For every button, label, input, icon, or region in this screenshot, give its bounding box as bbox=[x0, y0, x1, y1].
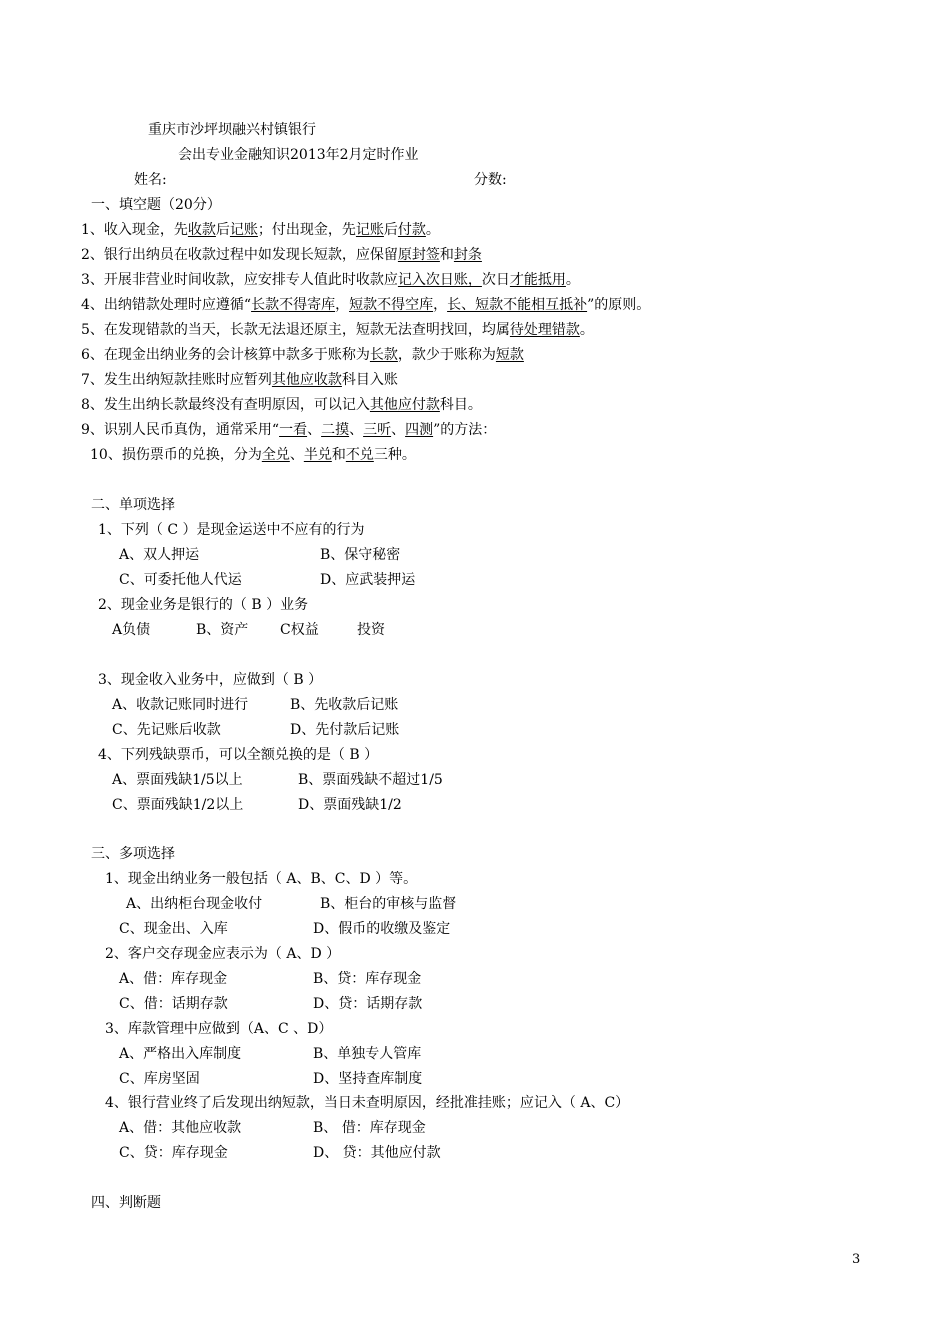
option-d: D、应武装押运 bbox=[320, 572, 416, 588]
section-1-heading: 一、填空题（20分） bbox=[91, 197, 221, 213]
single-question-1: 1、下列（ C ）是现金运送中不应有的行为 bbox=[98, 522, 365, 538]
fill-question-5: 5、在发现错款的当天，长款无法退还原主，短款无法查明找回，均属待处理错款。 bbox=[81, 322, 594, 338]
section-4-heading: 四、判断题 bbox=[91, 1195, 161, 1211]
multi-question-2: 2、客户交存现金应表示为（ A、D ） bbox=[105, 946, 341, 962]
fill-question-7: 7、发生出纳短款挂账时应暂列其他应收款科目入账 bbox=[81, 372, 398, 388]
option-a: A、双人押运 bbox=[119, 547, 200, 563]
section-2-heading: 二、单项选择 bbox=[91, 497, 175, 513]
option-a: A、借：其他应收款 bbox=[119, 1120, 242, 1136]
option-a: A、借：库存现金 bbox=[119, 971, 228, 987]
fill-question-10: 10、损伤票币的兑换，分为全兑、半兑和不兑三种。 bbox=[90, 447, 416, 463]
single-question-2: 2、现金业务是银行的（ B ）业务 bbox=[98, 597, 309, 613]
option-a: A、出纳柜台现金收付 bbox=[126, 896, 263, 912]
option-c: C权益 bbox=[280, 622, 319, 638]
option-d: D、坚持查库制度 bbox=[313, 1071, 423, 1087]
option-d: D、票面残缺1/2 bbox=[298, 797, 402, 813]
option-c: C、票面残缺1/2以上 bbox=[112, 797, 244, 813]
fill-question-8: 8、发生出纳长款最终没有查明原因，可以记入其他应付款科目。 bbox=[81, 397, 482, 413]
option-b: B、资产 bbox=[196, 622, 249, 638]
option-c: C、库房坚固 bbox=[119, 1071, 200, 1087]
option-a: A、严格出入库制度 bbox=[119, 1046, 242, 1062]
option-d: D、贷：话期存款 bbox=[313, 996, 423, 1012]
option-d: D、先付款后记账 bbox=[290, 722, 400, 738]
option-b: B、保守秘密 bbox=[320, 547, 401, 563]
multi-question-3: 3、库款管理中应做到（A、C 、D） bbox=[105, 1021, 333, 1037]
option-b: B、贷：库存现金 bbox=[313, 971, 422, 987]
fill-question-9: 9、识别人民币真伪，通常采用“一看、二摸、三听、四测”的方法： bbox=[81, 422, 497, 438]
option-c: C、先记账后收款 bbox=[112, 722, 221, 738]
option-d: D、假币的收缴及鉴定 bbox=[313, 921, 451, 937]
assignment-title: 会出专业金融知识2013年2月定时作业 bbox=[178, 147, 419, 163]
section-3-heading: 三、多项选择 bbox=[91, 846, 175, 862]
option-a: A负债 bbox=[112, 622, 151, 638]
fill-question-4: 4、出纳错款处理时应遵循“长款不得寄库，短款不得空库，长、短款不能相互抵补”的原则。 bbox=[81, 297, 651, 313]
fill-question-3: 3、开展非营业时间收款，应安排专人值此时收款应记入次日账，次日才能抵用。 bbox=[81, 272, 580, 288]
bank-name: 重庆市沙坪坝融兴村镇银行 bbox=[148, 122, 316, 138]
single-question-3: 3、现金收入业务中，应做到（ B ） bbox=[98, 672, 323, 688]
multi-question-1: 1、现金出纳业务一般包括（ A、B、C、D ）等。 bbox=[105, 871, 418, 887]
score-label: 分数: bbox=[474, 172, 507, 188]
fill-question-1: 1、收入现金，先收款后记账；付出现金，先记账后付款。 bbox=[81, 222, 440, 238]
option-a: A、票面残缺1/5以上 bbox=[112, 772, 243, 788]
single-question-4: 4、下列残缺票币，可以全额兑换的是（ B ） bbox=[98, 747, 379, 763]
fill-question-6: 6、在现金出纳业务的会计核算中款多于账称为长款，款少于账称为短款 bbox=[81, 347, 524, 363]
option-d: D、 贷：其他应付款 bbox=[313, 1145, 441, 1161]
name-label: 姓名: bbox=[134, 172, 167, 188]
option-b: B、 借：库存现金 bbox=[313, 1120, 426, 1136]
option-c: C、借：话期存款 bbox=[119, 996, 228, 1012]
option-c: C、可委托他人代运 bbox=[119, 572, 242, 588]
option-c: C、现金出、入库 bbox=[119, 921, 228, 937]
option-d: 投资 bbox=[357, 622, 385, 638]
option-a: A、收款记账同时进行 bbox=[112, 697, 249, 713]
fill-question-2: 2、银行出纳员在收款过程中如发现长短款，应保留原封签和封条 bbox=[81, 247, 482, 263]
option-b: B、票面残缺不超过1/5 bbox=[298, 772, 443, 788]
page-number: 3 bbox=[852, 1252, 861, 1267]
multi-question-4: 4、银行营业终了后发现出纳短款，当日未查明原因，经批准挂账；应记入（ A、C） bbox=[105, 1095, 630, 1111]
option-b: B、先收款后记账 bbox=[290, 697, 399, 713]
option-b: B、单独专人管库 bbox=[313, 1046, 422, 1062]
option-c: C、贷：库存现金 bbox=[119, 1145, 228, 1161]
option-b: B、柜台的审核与监督 bbox=[320, 896, 457, 912]
